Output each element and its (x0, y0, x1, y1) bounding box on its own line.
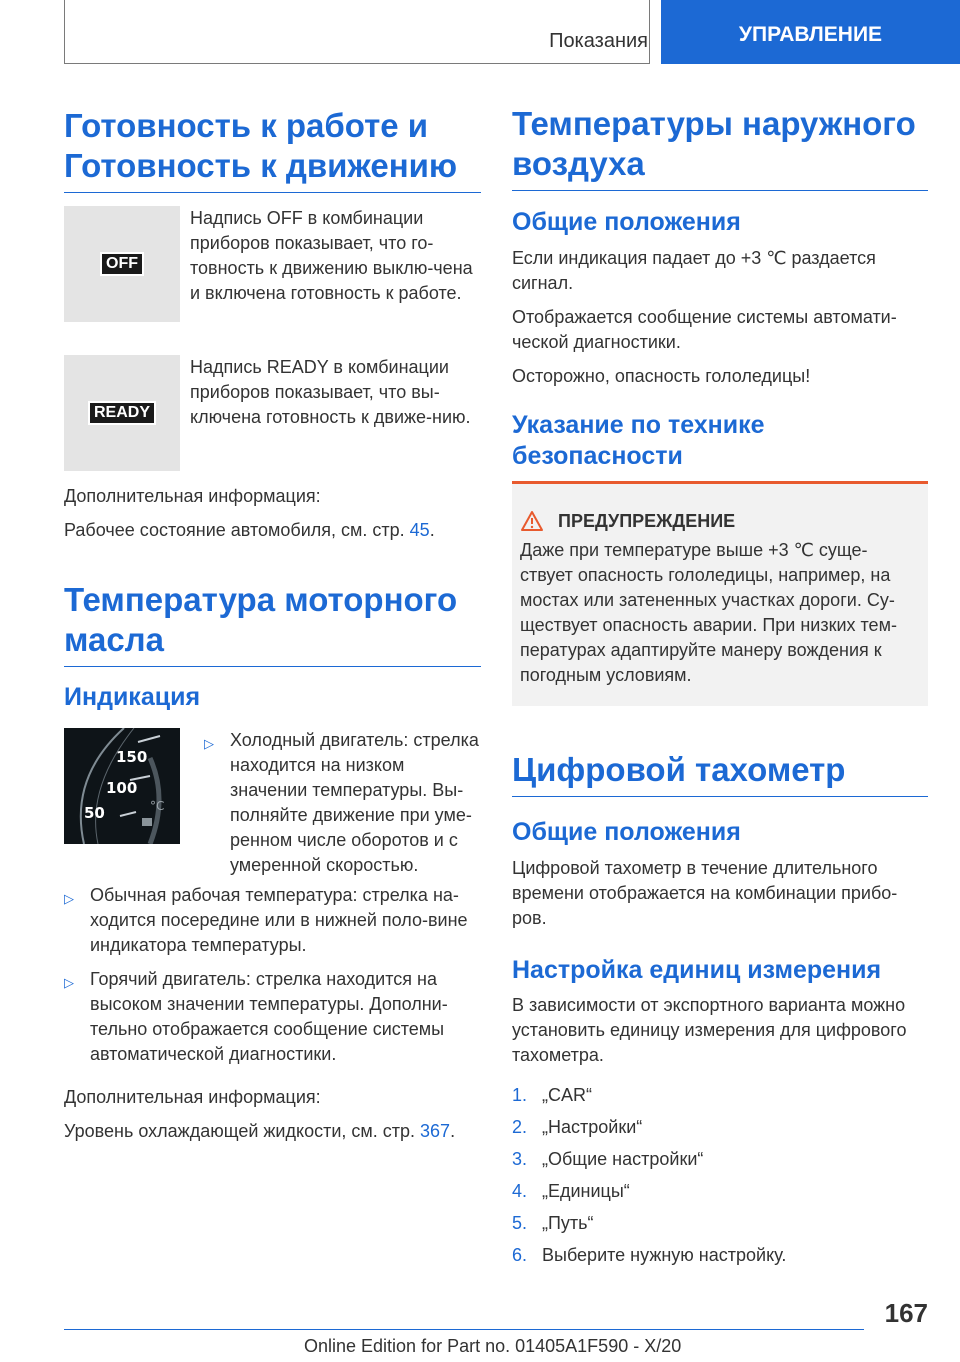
list-item: 3. „Общие настройки“ (512, 1149, 704, 1169)
ref-coolant-level: Уровень охлаждающей жидкости, см. стр. 367. (64, 1121, 456, 1141)
bullet-hot-engine (64, 967, 481, 1067)
ready-figure-row (64, 355, 480, 471)
gauge-label-50: 50 (84, 804, 105, 822)
list-item: 4. „Единицы“ (512, 1181, 630, 1201)
off-figure-row (64, 206, 480, 322)
subtitle-general-1: Общие положения (512, 208, 741, 236)
bullet-normal-temp (64, 883, 481, 958)
off-indicator-image (64, 206, 180, 322)
temperature-gauge-image (64, 728, 180, 844)
warning-text: Даже при температуре выше +3 ℃ суще-ствует опасность гололедицы, например, на мостах или затененных участках дороги. Су-ществует опасность аварии. При низких тем-пературах адаптируйте манеру вождения к погодным условиям. (520, 540, 897, 685)
warning-title: ПРЕДУПРЕЖДЕНИЕ (558, 510, 736, 531)
subtitle-safety-note: Указание по технике безопасности (512, 411, 765, 470)
ref-vehicle-state-page-link[interactable]: 45 (409, 520, 430, 540)
off-description: Надпись OFF в комбинации приборов показывает, что го-товность к движению выклю-чена и включена готовность к работе. (190, 208, 473, 303)
bullet-triangle-icon: ▷ (64, 975, 74, 990)
gauge-label-celsius: °C (150, 799, 165, 813)
warning-box (512, 481, 928, 706)
warning-header (520, 510, 918, 532)
bullet-triangle-icon: ▷ (204, 736, 214, 751)
section-title-outside-temp: Температуры наружного воздуха (512, 104, 928, 191)
list-item: 6. Выберите нужную настройку. (512, 1245, 787, 1265)
gauge-label-100: 100 (106, 779, 138, 797)
ready-description: Надпись READY в комбинации приборов показывает, что вы-ключена готовность к движе-нию. (190, 357, 471, 427)
steps-list (512, 1083, 928, 1275)
page-number: 167 (884, 1298, 928, 1328)
bullet-normal-temp-text: Обычная рабочая температура: стрелка на-ходится посередине или в нижней поло-вине индикатора температуры. (90, 885, 468, 955)
ready-badge: READY (88, 401, 156, 425)
gauge-row (64, 728, 480, 878)
ready-indicator-image (64, 355, 180, 471)
outside-temp-para-1: Если индикация падает до +3 ℃ раздается сигнал. (512, 248, 876, 293)
ref-coolant-level-page-link[interactable]: 367 (420, 1121, 451, 1141)
bullet-cold-engine-text: Холодный двигатель: стрелка находится на низком значении температуры. Вы-полняйте движение при уме-ренном числе оборотов и с умеренной скоростью. (230, 730, 479, 875)
more-info-label-2: Дополнительная информация: (64, 1087, 321, 1107)
warning-triangle-icon (520, 510, 544, 532)
subtitle-units-setting: Настройка единиц измерения (512, 956, 882, 984)
edition-footer: Online Edition for Part no. 01405A1F590 - X/20 (304, 1336, 682, 1356)
section-title-readiness: Готовность к работе и Готовность к движению (64, 106, 481, 193)
bullet-triangle-icon: ▷ (64, 891, 74, 906)
subtitle-indication: Индикация (64, 683, 201, 711)
tachometer-para-2: В зависимости от экспортного варианта можно установить единицу измерения для цифрового тахометра. (512, 995, 907, 1065)
list-item: 5. „Путь“ (512, 1213, 594, 1233)
ref-vehicle-state-text: Рабочее состояние автомобиля, см. стр. (64, 520, 405, 540)
list-item: 2. „Настройки“ (512, 1117, 643, 1137)
ref-coolant-level-text: Уровень охлаждающей жидкости, см. стр. (64, 1121, 416, 1141)
bullet-cold-engine (204, 728, 480, 878)
tachometer-para-1: Цифровой тахометр в течение длительного времени отображается на комбинации прибо-ров. (512, 858, 898, 928)
ref-vehicle-state: Рабочее состояние автомобиля, см. стр. 45. (64, 520, 435, 540)
more-info-label: Дополнительная информация: (64, 486, 321, 506)
outside-temp-para-2: Отображается сообщение системы автомати-ческой диагностики. (512, 307, 897, 352)
outside-temp-para-3: Осторожно, опасность гололедицы! (512, 366, 811, 386)
subtitle-general-2: Общие положения (512, 818, 741, 846)
section-title-tachometer: Цифровой тахометр (512, 750, 928, 797)
list-item: 1. „CAR“ (512, 1085, 592, 1105)
section-title-oil-temp: Температура моторного масла (64, 580, 481, 667)
header-section-title: Показания (549, 30, 648, 52)
header-chapter-tab: УПРАВЛЕНИЕ (661, 0, 960, 64)
off-badge: OFF (100, 252, 144, 276)
bullet-hot-engine-text: Горячий двигатель: стрелка находится на высоком значении температуры. Дополни-тельно отображается сообщение системы автоматической диагностики. (90, 969, 448, 1064)
gauge-label-150: 150 (116, 748, 148, 766)
footer-divider (64, 1329, 864, 1330)
